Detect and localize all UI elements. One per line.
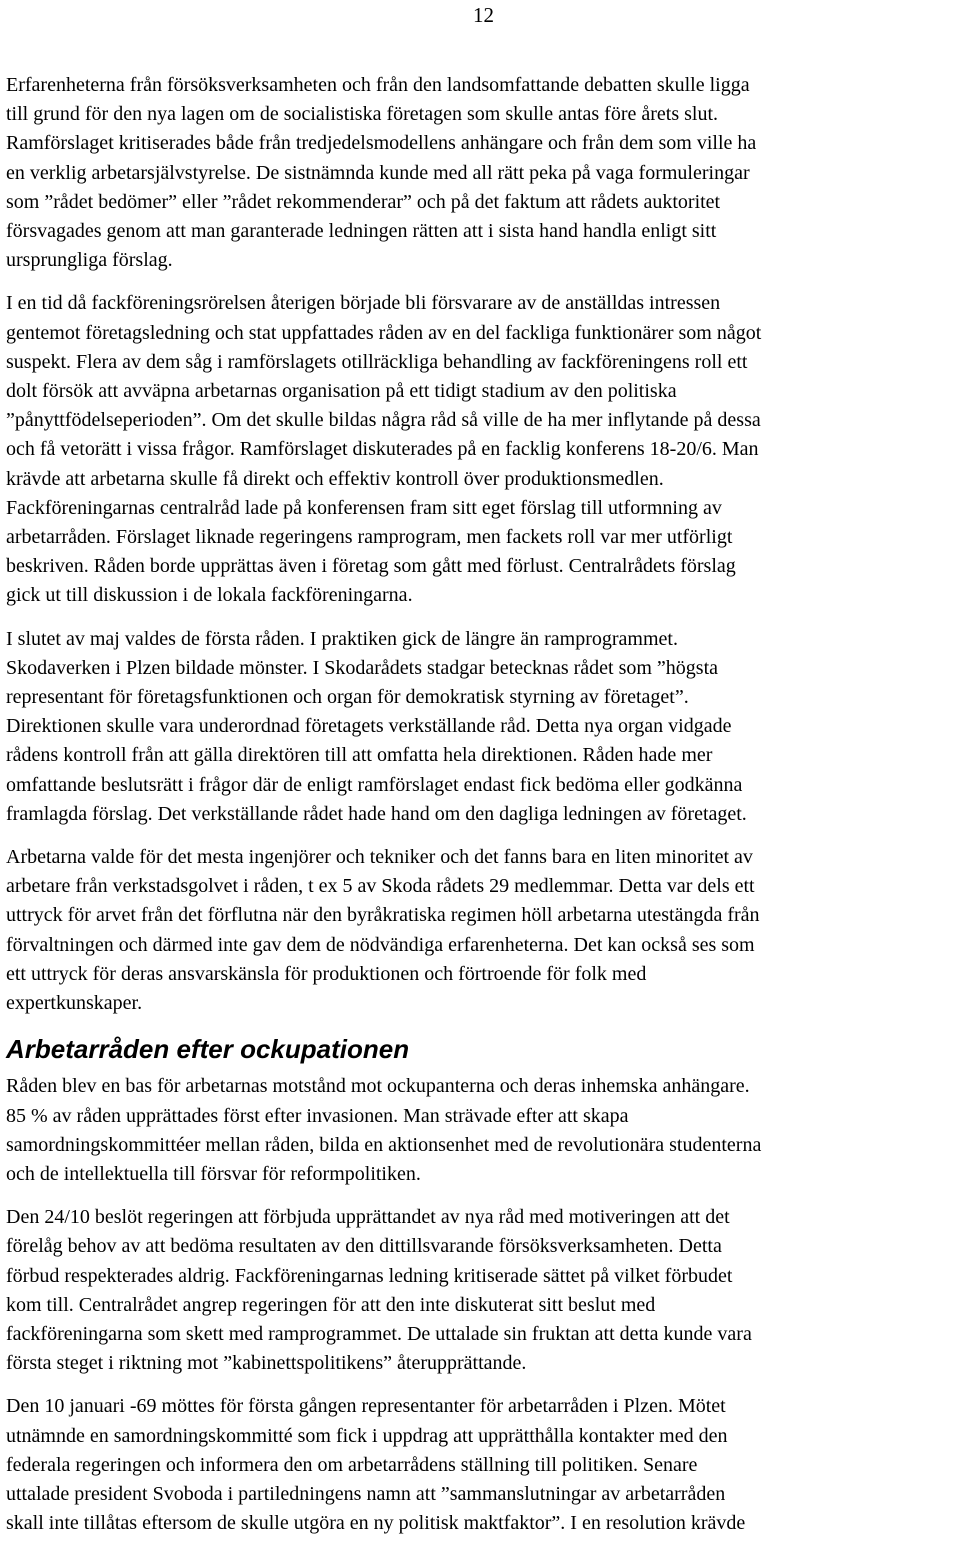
text-line: 85 % av råden upprättades först efter invasionen. Man strävade efter att skapa: [6, 1104, 629, 1127]
text-line: skall inte tillåtas eftersom de skulle utgöra en ny politisk maktfaktor”. I en resolution krävde: [6, 1512, 746, 1535]
text-line: suspekt. Flera av dem såg i ramförslagets otillräckliga behandling av fackföreningens roll ett: [6, 350, 748, 373]
text-line: arbetarråden. Förslaget liknade regeringens ramprogram, men fackets roll var mer utförligt: [6, 526, 733, 549]
text-line: ”pånyttfödelseperioden”. Om det skulle bildas några råd så ville de ha mer inflytande på dessa: [6, 409, 761, 432]
text-line: förvaltningen och därmed inte gav dem de nödvändiga erfarenheterna. Det kan också ses som: [6, 933, 755, 956]
text-line: försvagades genom att man garanterade ledningen rätten att i sista hand handla enligt sitt: [6, 220, 717, 243]
paragraph: [6, 289, 958, 610]
paragraph: [6, 843, 958, 1018]
text-line: första steget i riktning mot ”kabinettspolitikens” återupprättande.: [6, 1352, 527, 1375]
text-line: expertkunskaper.: [6, 992, 143, 1015]
paragraph: [6, 625, 958, 829]
text-line: I slutet av maj valdes de första råden. I praktiken gick de längre än ramprogrammet.: [6, 627, 678, 650]
text-line: som ”rådet bedömer” eller ”rådet rekommenderar” och på det faktum att rådets auktoritet: [6, 190, 721, 213]
text-line: framlagda förslag. Det verkställande rådet hade hand om den dagliga ledningen av företaget.: [6, 802, 747, 825]
text-line: dolt försök att avväpna arbetarnas organisation på ett tidigt stadium av den politiska: [6, 380, 677, 403]
paragraph: [6, 1392, 958, 1538]
text-line: Arbetarna valde för det mesta ingenjörer och tekniker och det fanns bara en liten minoritet av: [6, 846, 753, 869]
text-line: rådens kontroll från att gälla direktören till att omfatta hela direktionen. Råden hade mer: [6, 744, 713, 767]
text-line: uttryck för arvet från det förflutna när den byråkratiska regimen höll arbetarna utestängda från: [6, 904, 760, 927]
text-line: Erfarenheterna från försöksverksamheten och från den landsomfattande debatten skulle ligga: [6, 74, 750, 96]
text-line: förelåg behov av att bedöma resultaten av den dittillsvarande försöksverksamheten. Detta: [6, 1235, 722, 1258]
text-line: Fackföreningarnas centralråd lade på konferensen fram sitt eget förslag till utformning av: [6, 496, 722, 519]
text-line: samordningskommittéer mellan råden, bilda en aktionsenhet med de revolutionära studenterna: [6, 1133, 762, 1156]
text-line: en verklig arbetarsjälvstyrelse. De sistnämnda kunde med all rätt peka på vaga formuleringar: [6, 161, 750, 184]
page-number: 12: [473, 3, 494, 27]
text-line: fackföreningarna som skett med ramprogrammet. De uttalade sin fruktan att detta kunde vara: [6, 1322, 752, 1345]
text-line: gentemot företagsledning och stat uppfattades råden av en del fackliga funktionärer som något: [6, 321, 762, 344]
text-line: kom till. Centralrådet angrep regeringen för att den inte diskuterat sitt beslut med: [6, 1293, 656, 1316]
text-line: Ramförslaget kritiserades både från tredjedelsmodellens anhängare och från dem som ville ha: [6, 132, 757, 155]
text-line: förbud respekterades aldrig. Fackföreningarnas ledning kritiserade sättet på vilket förbudet: [6, 1264, 733, 1287]
text-line: och få vetorätt i vissa frågor. Ramförslaget diskuterades på en facklig konferens 18-20/6. Man: [6, 438, 759, 461]
paragraph: [6, 1203, 958, 1378]
text-line: beskriven. Råden borde upprättas även i företag som gått med förlust. Centralrådets förslag: [6, 555, 736, 578]
text-line: Direktionen skulle vara underordnad företagets verkställande råd. Detta nya organ vidgade: [6, 715, 732, 738]
text-line: till grund för den nya lagen om de socialistiska företagen som skulle antas före årets slut.: [6, 103, 719, 126]
text-line: Skodaverken i Plzen bildade mönster. I Skodarådets stadgar betecknas rådet som ”högsta: [6, 656, 719, 679]
text-line: uttalade president Svoboda i partiledningens namn att ”sammanslutningar av arbetarråden: [6, 1482, 726, 1505]
section-heading: Arbetarråden efter ockupationen: [6, 1034, 410, 1065]
text-line: Den 24/10 beslöt regeringen att förbjuda upprättandet av nya råd med motiveringen att det: [6, 1206, 730, 1229]
text-line: utnämnde en samordningskommitté som fick i uppdrag att upprätthålla kontakter med den: [6, 1424, 728, 1447]
text-line: omfattande beslutsrätt i frågor där de enligt ramförslaget endast fick bedöma eller godkänna: [6, 773, 743, 796]
paragraph: [6, 71, 958, 275]
text-line: ett uttryck för deras ansvarskänsla för produktionen och förtroende för folk med: [6, 962, 647, 985]
text-line: federala regeringen och informera den om arbetarrådens ställning till politiken. Senare: [6, 1453, 698, 1476]
text-line: Den 10 januari -69 möttes för första gången representanter för arbetarråden i Plzen. Mötet: [6, 1395, 726, 1418]
text-line: I en tid då fackföreningsrörelsen återigen började bli försvarare av de anställdas intressen: [6, 292, 721, 315]
text-line: gick ut till diskussion i de lokala fackföreningarna.: [6, 584, 413, 607]
text-line: krävde att arbetarna skulle få direkt och effektiv kontroll över produktionsmedlen.: [6, 467, 664, 490]
text-line: och de intellektuella till försvar för reformpolitiken.: [6, 1162, 421, 1185]
text-line: arbetare från verkstadsgolvet i råden, t ex 5 av Skoda rådets 29 medlemmar. Detta var dels ett: [6, 875, 755, 898]
text-line: representant för företagsfunktionen och organ för demokratisk styrning av företaget”.: [6, 686, 689, 709]
paragraph: [6, 1072, 958, 1189]
document-body: [6, 71, 958, 1552]
text-line: Råden blev en bas för arbetarnas motstånd mot ockupanterna och deras inhemska anhängare.: [6, 1075, 750, 1098]
text-line: ursprungliga förslag.: [6, 249, 173, 272]
